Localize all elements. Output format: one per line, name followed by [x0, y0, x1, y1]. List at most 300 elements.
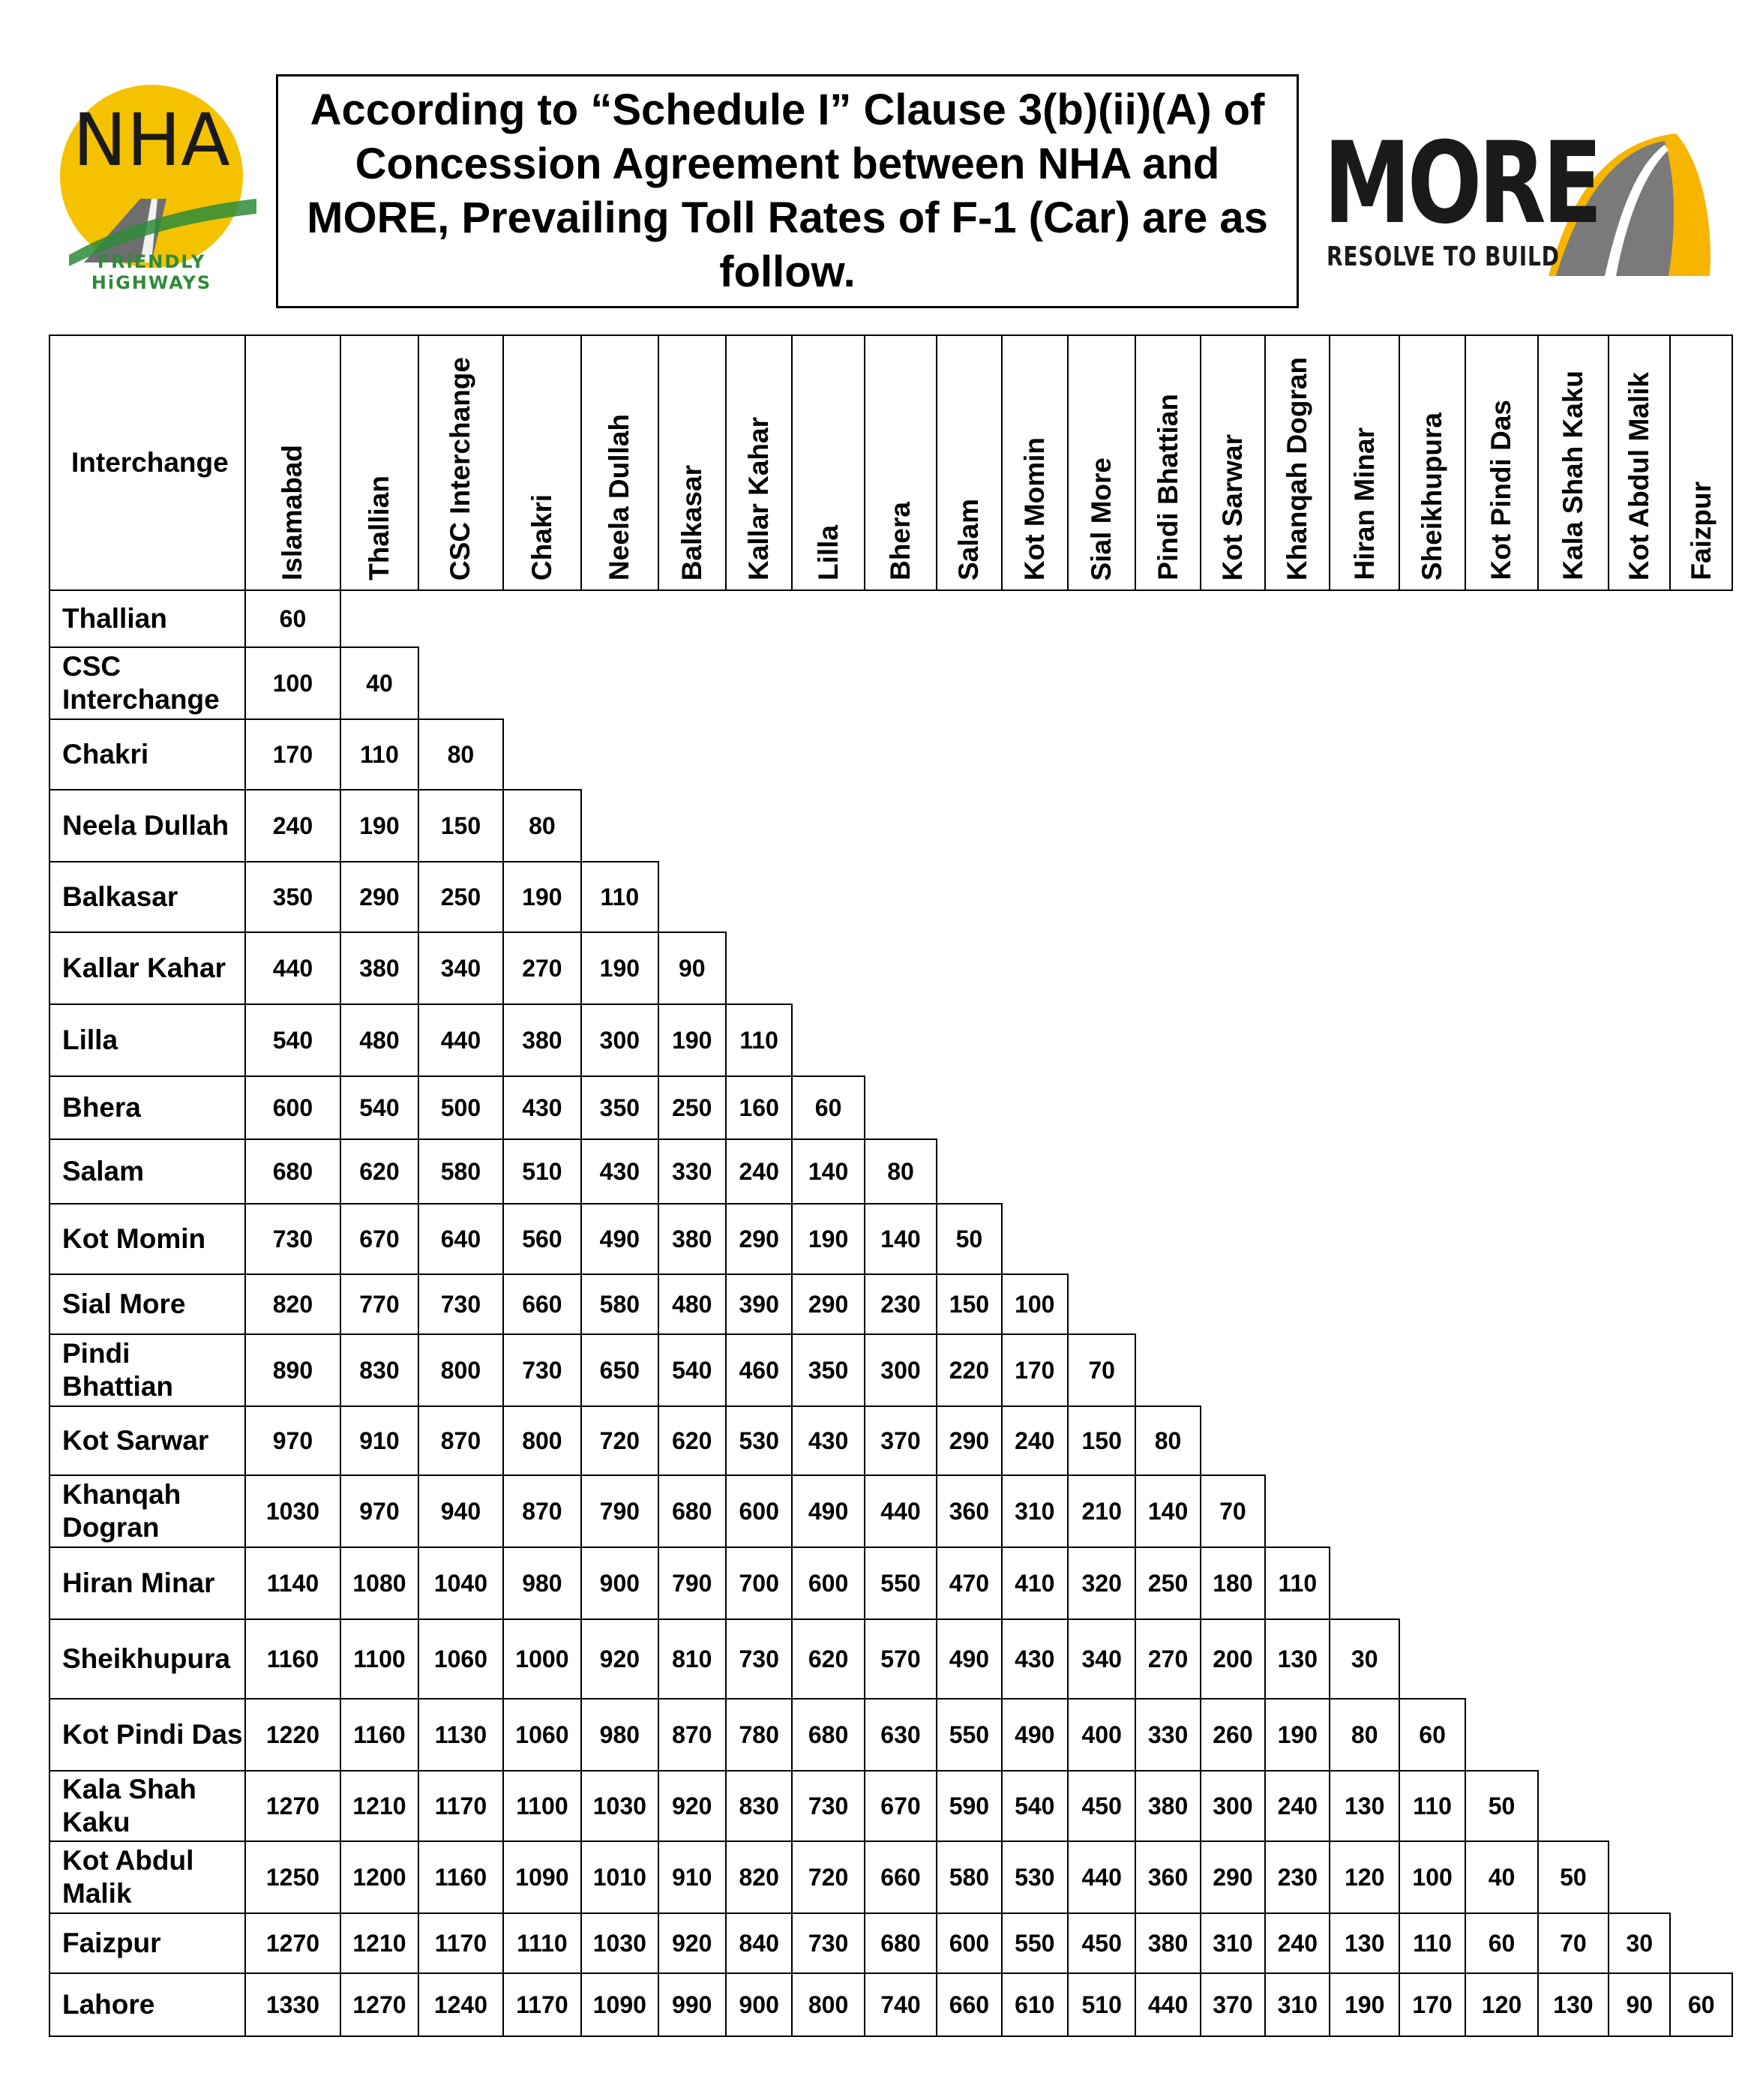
- column-header: [1465, 335, 1537, 590]
- empty-cell: [1670, 1841, 1732, 1913]
- empty-cell: [1538, 790, 1609, 862]
- toll-value-cell: 940: [418, 1475, 503, 1547]
- empty-cell: [1002, 1076, 1068, 1139]
- column-header: [1399, 335, 1465, 590]
- empty-cell: [1538, 1699, 1609, 1771]
- empty-cell: [1609, 1274, 1670, 1334]
- empty-cell: [1330, 647, 1399, 719]
- empty-cell: [1068, 790, 1135, 862]
- toll-value-cell: 170: [1002, 1334, 1068, 1406]
- empty-cell: [1465, 932, 1537, 1004]
- column-header-label: Pindi Bhattian: [1152, 394, 1183, 580]
- empty-cell: [1670, 1771, 1732, 1841]
- empty-cell: [1465, 1139, 1537, 1204]
- toll-value-cell: 660: [937, 1973, 1001, 2036]
- empty-cell: [1609, 790, 1670, 862]
- empty-cell: [1265, 1475, 1330, 1547]
- empty-cell: [1609, 1139, 1670, 1204]
- toll-value-cell: 620: [340, 1139, 418, 1204]
- empty-cell: [1399, 1475, 1465, 1547]
- toll-value-cell: 110: [581, 862, 658, 932]
- empty-cell: [1002, 862, 1068, 932]
- table-row: [49, 1004, 1732, 1076]
- empty-cell: [1002, 647, 1068, 719]
- toll-value-cell: 390: [726, 1274, 792, 1334]
- toll-value-cell: 190: [1265, 1699, 1330, 1771]
- row-header: Hiran Minar: [49, 1547, 245, 1619]
- toll-value-cell: 40: [340, 647, 418, 719]
- empty-cell: [1399, 1076, 1465, 1139]
- toll-value-cell: 250: [1135, 1547, 1200, 1619]
- toll-value-cell: 60: [792, 1076, 864, 1139]
- empty-cell: [1609, 1547, 1670, 1619]
- toll-value-cell: 50: [1538, 1841, 1609, 1913]
- toll-value-cell: 130: [1538, 1973, 1609, 2036]
- toll-value-cell: 30: [1609, 1913, 1670, 1973]
- empty-cell: [1201, 1076, 1265, 1139]
- empty-cell: [1201, 719, 1265, 790]
- toll-value-cell: 80: [865, 1139, 937, 1204]
- table-row: [49, 1406, 1732, 1475]
- empty-cell: [1465, 862, 1537, 932]
- toll-value-cell: 800: [792, 1973, 864, 2036]
- empty-cell: [1201, 1204, 1265, 1274]
- empty-cell: [1135, 590, 1200, 647]
- empty-cell: [1538, 1547, 1609, 1619]
- column-header: [1002, 335, 1068, 590]
- column-header-label: Sial More: [1086, 457, 1117, 580]
- empty-cell: [1399, 1334, 1465, 1406]
- column-header-label: Lilla: [812, 524, 844, 580]
- toll-value-cell: 660: [503, 1274, 581, 1334]
- empty-cell: [1002, 1204, 1068, 1274]
- toll-value-cell: 290: [726, 1204, 792, 1274]
- toll-value-cell: 1030: [581, 1913, 658, 1973]
- empty-cell: [503, 647, 581, 719]
- toll-value-cell: 190: [1330, 1973, 1399, 2036]
- row-header: Kallar Kahar: [49, 932, 245, 1004]
- toll-value-cell: 580: [581, 1274, 658, 1334]
- toll-value-cell: 1010: [581, 1841, 658, 1913]
- column-header-label: Kot Abdul Malik: [1624, 371, 1655, 580]
- empty-cell: [1399, 1004, 1465, 1076]
- toll-value-cell: 350: [581, 1076, 658, 1139]
- toll-value-cell: 980: [581, 1699, 658, 1771]
- empty-cell: [1068, 1076, 1135, 1139]
- toll-value-cell: 1030: [581, 1771, 658, 1841]
- toll-value-cell: 680: [245, 1139, 340, 1204]
- toll-value-cell: 120: [1465, 1973, 1537, 2036]
- empty-cell: [1201, 1406, 1265, 1475]
- toll-value-cell: 1270: [340, 1973, 418, 2036]
- empty-cell: [792, 719, 864, 790]
- column-header-label: Salam: [953, 498, 985, 580]
- column-header-label: Neela Dullah: [604, 413, 635, 580]
- empty-cell: [726, 790, 792, 862]
- toll-value-cell: 490: [1002, 1699, 1068, 1771]
- toll-value-cell: 440: [418, 1004, 503, 1076]
- toll-value-cell: 910: [340, 1406, 418, 1475]
- more-logo-text: MORE: [1324, 118, 1600, 249]
- toll-value-cell: 1170: [503, 1973, 581, 2036]
- empty-cell: [1330, 790, 1399, 862]
- column-header: [865, 335, 937, 590]
- empty-cell: [1201, 590, 1265, 647]
- empty-cell: [937, 647, 1001, 719]
- toll-value-cell: 80: [1135, 1406, 1200, 1475]
- empty-cell: [726, 590, 792, 647]
- toll-value-cell: 830: [726, 1771, 792, 1841]
- empty-cell: [1538, 1274, 1609, 1334]
- empty-cell: [1609, 1334, 1670, 1406]
- toll-value-cell: 910: [658, 1841, 726, 1913]
- toll-value-cell: 240: [245, 790, 340, 862]
- empty-cell: [865, 590, 937, 647]
- toll-value-cell: 1210: [340, 1771, 418, 1841]
- toll-value-cell: 460: [726, 1334, 792, 1406]
- empty-cell: [1670, 1913, 1732, 1973]
- toll-value-cell: 170: [245, 719, 340, 790]
- column-header-label: Islamabad: [277, 445, 308, 580]
- empty-cell: [1465, 1204, 1537, 1274]
- toll-value-cell: 60: [1670, 1973, 1732, 2036]
- toll-value-cell: 540: [340, 1076, 418, 1139]
- table-row: [49, 790, 1732, 862]
- empty-cell: [1670, 1076, 1732, 1139]
- toll-value-cell: 680: [658, 1475, 726, 1547]
- empty-cell: [1068, 1004, 1135, 1076]
- empty-cell: [1465, 719, 1537, 790]
- header-row: [49, 335, 1732, 590]
- empty-cell: [1538, 719, 1609, 790]
- empty-cell: [1265, 1004, 1330, 1076]
- empty-cell: [1265, 719, 1330, 790]
- toll-value-cell: 920: [658, 1771, 726, 1841]
- empty-cell: [1265, 790, 1330, 862]
- table-row: [49, 1841, 1732, 1913]
- empty-cell: [1135, 790, 1200, 862]
- column-header: [1538, 335, 1609, 590]
- column-header-label: Balkasar: [676, 464, 707, 580]
- column-header-label: Chakri: [526, 494, 557, 580]
- empty-cell: [1330, 1334, 1399, 1406]
- toll-value-cell: 790: [581, 1475, 658, 1547]
- toll-value-cell: 150: [418, 790, 503, 862]
- table-row: [49, 1547, 1732, 1619]
- empty-cell: [1135, 1334, 1200, 1406]
- toll-value-cell: 380: [340, 932, 418, 1004]
- empty-cell: [658, 862, 726, 932]
- toll-value-cell: 630: [865, 1699, 937, 1771]
- empty-cell: [1135, 932, 1200, 1004]
- toll-value-cell: 130: [1265, 1619, 1330, 1699]
- row-header: Lilla: [49, 1004, 245, 1076]
- more-tagline: RESOLVE TO BUILD: [1327, 242, 1560, 272]
- toll-value-cell: 370: [865, 1406, 937, 1475]
- empty-cell: [1265, 1076, 1330, 1139]
- empty-cell: [1265, 1139, 1330, 1204]
- toll-value-cell: 730: [418, 1274, 503, 1334]
- empty-cell: [1670, 1475, 1732, 1547]
- empty-cell: [1135, 1004, 1200, 1076]
- toll-value-cell: 570: [865, 1619, 937, 1699]
- toll-value-cell: 190: [792, 1204, 864, 1274]
- toll-value-cell: 300: [1201, 1771, 1265, 1841]
- toll-value-cell: 1130: [418, 1699, 503, 1771]
- toll-value-cell: 160: [726, 1076, 792, 1139]
- table-row: [49, 1699, 1732, 1771]
- toll-value-cell: 170: [1399, 1973, 1465, 2036]
- empty-cell: [1399, 1406, 1465, 1475]
- toll-value-cell: 1110: [503, 1913, 581, 1973]
- empty-cell: [1670, 647, 1732, 719]
- empty-cell: [1670, 590, 1732, 647]
- toll-value-cell: 310: [1201, 1913, 1265, 1973]
- toll-value-cell: 290: [937, 1406, 1001, 1475]
- column-header: [792, 335, 864, 590]
- empty-cell: [1002, 932, 1068, 1004]
- column-header: [503, 335, 581, 590]
- column-header: [1068, 335, 1135, 590]
- toll-value-cell: 190: [658, 1004, 726, 1076]
- toll-value-cell: 190: [503, 862, 581, 932]
- table-row: [49, 647, 1732, 719]
- row-header: CSC Interchange: [49, 647, 245, 719]
- toll-value-cell: 100: [245, 647, 340, 719]
- toll-value-cell: 500: [418, 1076, 503, 1139]
- toll-value-cell: 240: [726, 1139, 792, 1204]
- column-header-label: Kala Shah Kaku: [1557, 370, 1588, 580]
- empty-cell: [1670, 790, 1732, 862]
- empty-cell: [1399, 1139, 1465, 1204]
- toll-value-cell: 730: [792, 1771, 864, 1841]
- empty-cell: [1609, 862, 1670, 932]
- empty-cell: [1465, 647, 1537, 719]
- toll-value-cell: 620: [792, 1619, 864, 1699]
- empty-cell: [1201, 1334, 1265, 1406]
- toll-value-cell: 650: [581, 1334, 658, 1406]
- toll-value-cell: 640: [418, 1204, 503, 1274]
- toll-value-cell: 1060: [418, 1619, 503, 1699]
- empty-cell: [1465, 1619, 1537, 1699]
- table-row: [49, 1475, 1732, 1547]
- toll-value-cell: 290: [1201, 1841, 1265, 1913]
- toll-value-cell: 1160: [418, 1841, 503, 1913]
- empty-cell: [1609, 647, 1670, 719]
- toll-value-cell: 150: [937, 1274, 1001, 1334]
- toll-value-cell: 450: [1068, 1913, 1135, 1973]
- toll-value-cell: 120: [1330, 1841, 1399, 1913]
- empty-cell: [340, 590, 418, 647]
- empty-cell: [937, 932, 1001, 1004]
- empty-cell: [1399, 790, 1465, 862]
- empty-cell: [1465, 1406, 1537, 1475]
- table-row: [49, 932, 1732, 1004]
- empty-cell: [1330, 1204, 1399, 1274]
- toll-value-cell: 30: [1330, 1619, 1399, 1699]
- empty-cell: [1465, 790, 1537, 862]
- toll-value-cell: 600: [245, 1076, 340, 1139]
- toll-value-cell: 770: [340, 1274, 418, 1334]
- toll-value-cell: 1220: [245, 1699, 340, 1771]
- toll-value-cell: 330: [658, 1139, 726, 1204]
- toll-value-cell: 140: [1135, 1475, 1200, 1547]
- table-row: [49, 719, 1732, 790]
- empty-cell: [1002, 1139, 1068, 1204]
- row-header: Kot Sarwar: [49, 1406, 245, 1475]
- empty-cell: [418, 647, 503, 719]
- empty-cell: [1265, 590, 1330, 647]
- empty-cell: [1330, 1139, 1399, 1204]
- toll-value-cell: 980: [503, 1547, 581, 1619]
- empty-cell: [937, 1076, 1001, 1139]
- toll-value-cell: 720: [581, 1406, 658, 1475]
- toll-value-cell: 430: [792, 1406, 864, 1475]
- toll-value-cell: 80: [418, 719, 503, 790]
- toll-value-cell: 440: [1068, 1841, 1135, 1913]
- toll-value-cell: 600: [937, 1913, 1001, 1973]
- row-header: Balkasar: [49, 862, 245, 932]
- toll-value-cell: 1100: [340, 1619, 418, 1699]
- empty-cell: [1538, 1406, 1609, 1475]
- corner-label: Interchange: [49, 335, 245, 590]
- toll-value-cell: 50: [1465, 1771, 1537, 1841]
- toll-value-cell: 50: [937, 1204, 1001, 1274]
- empty-cell: [1399, 647, 1465, 719]
- nha-logo-text: NHA: [73, 98, 230, 182]
- empty-cell: [1538, 1076, 1609, 1139]
- toll-value-cell: 60: [1399, 1699, 1465, 1771]
- table-row: [49, 1076, 1732, 1139]
- column-header: [658, 335, 726, 590]
- empty-cell: [937, 1004, 1001, 1076]
- empty-cell: [726, 862, 792, 932]
- toll-value-cell: 680: [865, 1913, 937, 1973]
- toll-value-cell: 1000: [503, 1619, 581, 1699]
- toll-value-cell: 440: [245, 932, 340, 1004]
- toll-value-cell: 180: [1201, 1547, 1265, 1619]
- toll-value-cell: 540: [658, 1334, 726, 1406]
- empty-cell: [792, 790, 864, 862]
- empty-cell: [1330, 719, 1399, 790]
- toll-value-cell: 300: [581, 1004, 658, 1076]
- toll-value-cell: 840: [726, 1913, 792, 1973]
- toll-value-cell: 190: [581, 932, 658, 1004]
- empty-cell: [1609, 932, 1670, 1004]
- toll-value-cell: 470: [937, 1547, 1001, 1619]
- empty-cell: [1538, 1334, 1609, 1406]
- empty-cell: [1330, 590, 1399, 647]
- toll-value-cell: 80: [503, 790, 581, 862]
- empty-cell: [1399, 862, 1465, 932]
- empty-cell: [658, 590, 726, 647]
- toll-value-cell: 210: [1068, 1475, 1135, 1547]
- toll-value-cell: 830: [340, 1334, 418, 1406]
- toll-value-cell: 660: [865, 1841, 937, 1913]
- row-header: Chakri: [49, 719, 245, 790]
- toll-value-cell: 550: [865, 1547, 937, 1619]
- toll-value-cell: 890: [245, 1334, 340, 1406]
- toll-value-cell: 310: [1265, 1973, 1330, 2036]
- toll-value-cell: 350: [792, 1334, 864, 1406]
- toll-value-cell: 430: [1002, 1619, 1068, 1699]
- row-header: Faizpur: [49, 1913, 245, 1973]
- toll-value-cell: 810: [658, 1619, 726, 1699]
- toll-value-cell: 380: [1135, 1913, 1200, 1973]
- empty-cell: [1135, 862, 1200, 932]
- toll-value-cell: 70: [1201, 1475, 1265, 1547]
- empty-cell: [1135, 1204, 1200, 1274]
- toll-value-cell: 60: [245, 590, 340, 647]
- toll-value-cell: 90: [1609, 1973, 1670, 2036]
- toll-value-cell: 920: [658, 1913, 726, 1973]
- toll-value-cell: 200: [1201, 1619, 1265, 1699]
- toll-value-cell: 790: [658, 1547, 726, 1619]
- toll-value-cell: 610: [1002, 1973, 1068, 2036]
- empty-cell: [726, 719, 792, 790]
- empty-cell: [937, 862, 1001, 932]
- empty-cell: [1465, 1274, 1537, 1334]
- empty-cell: [1399, 1274, 1465, 1334]
- toll-value-cell: 1240: [418, 1973, 503, 2036]
- toll-value-cell: 510: [1068, 1973, 1135, 2036]
- toll-value-cell: 40: [1465, 1841, 1537, 1913]
- empty-cell: [937, 1139, 1001, 1204]
- empty-cell: [1330, 1004, 1399, 1076]
- empty-cell: [1201, 647, 1265, 719]
- empty-cell: [1538, 1139, 1609, 1204]
- toll-value-cell: 110: [340, 719, 418, 790]
- empty-cell: [1201, 932, 1265, 1004]
- column-header: [1609, 335, 1670, 590]
- toll-value-cell: 870: [503, 1475, 581, 1547]
- toll-value-cell: 100: [1399, 1841, 1465, 1913]
- empty-cell: [1399, 1204, 1465, 1274]
- empty-cell: [1201, 1139, 1265, 1204]
- toll-value-cell: 670: [865, 1771, 937, 1841]
- toll-value-cell: 970: [340, 1475, 418, 1547]
- toll-value-cell: 1270: [245, 1771, 340, 1841]
- row-header: Sial More: [49, 1274, 245, 1334]
- column-header-label: Kot Sarwar: [1216, 434, 1248, 580]
- column-header: [1330, 335, 1399, 590]
- column-header: [1201, 335, 1265, 590]
- toll-value-cell: 250: [418, 862, 503, 932]
- empty-cell: [1538, 590, 1609, 647]
- empty-cell: [1465, 1334, 1537, 1406]
- table-row: [49, 1619, 1732, 1699]
- empty-cell: [1201, 862, 1265, 932]
- toll-value-cell: 1090: [581, 1973, 658, 2036]
- toll-value-cell: 820: [726, 1841, 792, 1913]
- empty-cell: [1538, 1475, 1609, 1547]
- row-header: Thallian: [49, 590, 245, 647]
- empty-cell: [792, 932, 864, 1004]
- empty-cell: [1609, 1841, 1670, 1913]
- column-header-label: CSC Interchange: [445, 356, 476, 580]
- toll-value-cell: 270: [503, 932, 581, 1004]
- row-header: Khanqah Dogran: [49, 1475, 245, 1547]
- toll-value-cell: 440: [1135, 1973, 1200, 2036]
- empty-cell: [1201, 1274, 1265, 1334]
- toll-value-cell: 780: [726, 1699, 792, 1771]
- empty-cell: [1265, 1204, 1330, 1274]
- empty-cell: [1330, 1547, 1399, 1619]
- toll-value-cell: 300: [865, 1334, 937, 1406]
- toll-value-cell: 240: [1265, 1913, 1330, 1973]
- empty-cell: [1670, 1334, 1732, 1406]
- toll-value-cell: 1160: [340, 1699, 418, 1771]
